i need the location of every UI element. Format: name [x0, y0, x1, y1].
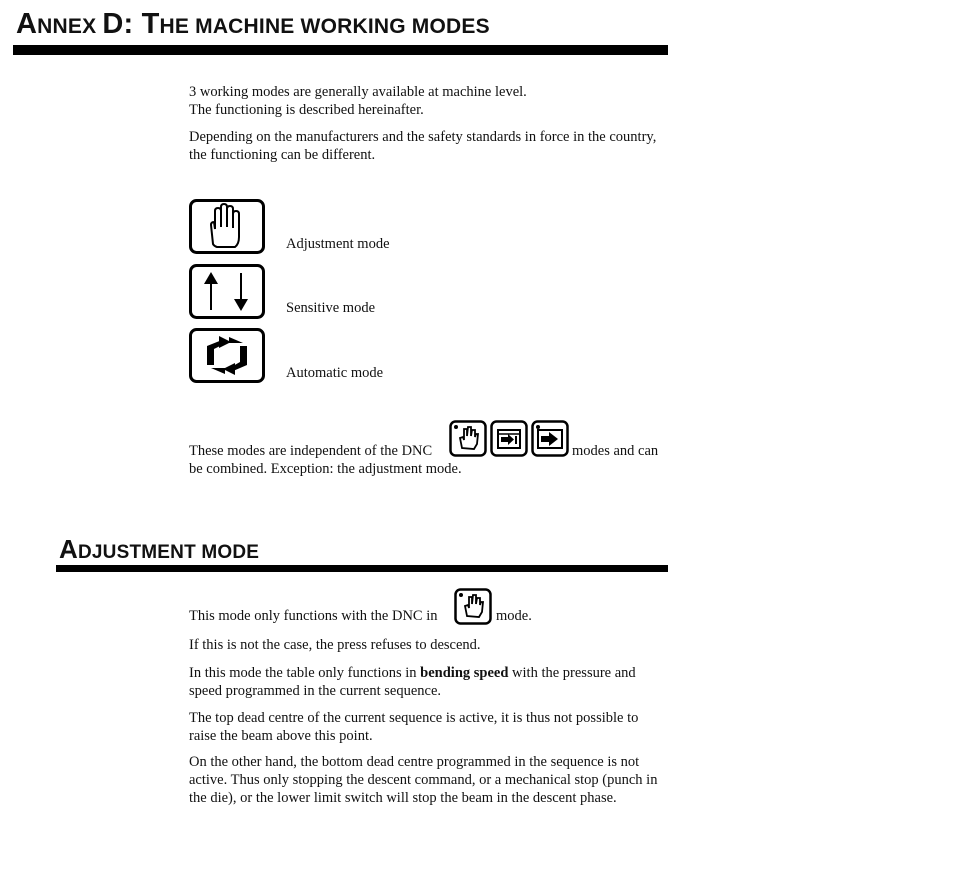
up-down-arrows-icon [189, 264, 265, 319]
cycle-arrows-icon [189, 328, 265, 383]
section-rule [56, 565, 668, 572]
mode-label-adjustment: Adjustment mode [286, 236, 390, 252]
adjust-paragraph-4: The top dead centre of the current sequence is active, it is thus not possible to raise the beam above this point. [189, 710, 639, 744]
dnc-single-sequence-icon [490, 420, 528, 457]
adjust-p1-start: This mode only functions with the DNC in [189, 608, 438, 624]
dnc-text-end: modes and can [572, 443, 659, 459]
page-title: ANNEX D: THE MACHINE WORKING MODES [16, 8, 490, 40]
dnc-manual-mode-icon [449, 420, 487, 457]
intro-paragraph-1: 3 working modes are generally available at machine level. The functioning is described hereinafter. [189, 84, 527, 118]
adjust-p1-end: mode. [496, 608, 532, 624]
mode-label-automatic: Automatic mode [286, 365, 384, 381]
title-rule [13, 45, 668, 55]
intro-paragraph-2: Depending on the manufacturers and the safety standards in force in the country, the functioning can be different. [189, 129, 657, 163]
adjust-paragraph-2: If this is not the case, the press refuses to descend. [189, 637, 481, 653]
dnc-text-line2: be combined. Exception: the adjustment mode. [189, 461, 462, 477]
dnc-manual-mode-icon [454, 588, 492, 625]
dnc-text-start: These modes are independent of the DNC [189, 443, 433, 459]
section-title-adjustment: ADJUSTMENT MODE [59, 534, 260, 564]
adjust-paragraph-5: On the other hand, the bottom dead centre programmed in the sequence is not active. Thus only stopping the descent command, or a mechanical stop (punch in the die), or the lower limit switch will stop the beam in the descent phase. [189, 754, 658, 806]
adjust-paragraph-3: In this mode the table only functions in bending speed with the pressure and speed programmed in the current sequence. [189, 665, 636, 699]
mode-label-sensitive: Sensitive mode [286, 300, 376, 316]
hand-icon [189, 199, 265, 254]
dnc-automatic-icon [531, 420, 569, 457]
